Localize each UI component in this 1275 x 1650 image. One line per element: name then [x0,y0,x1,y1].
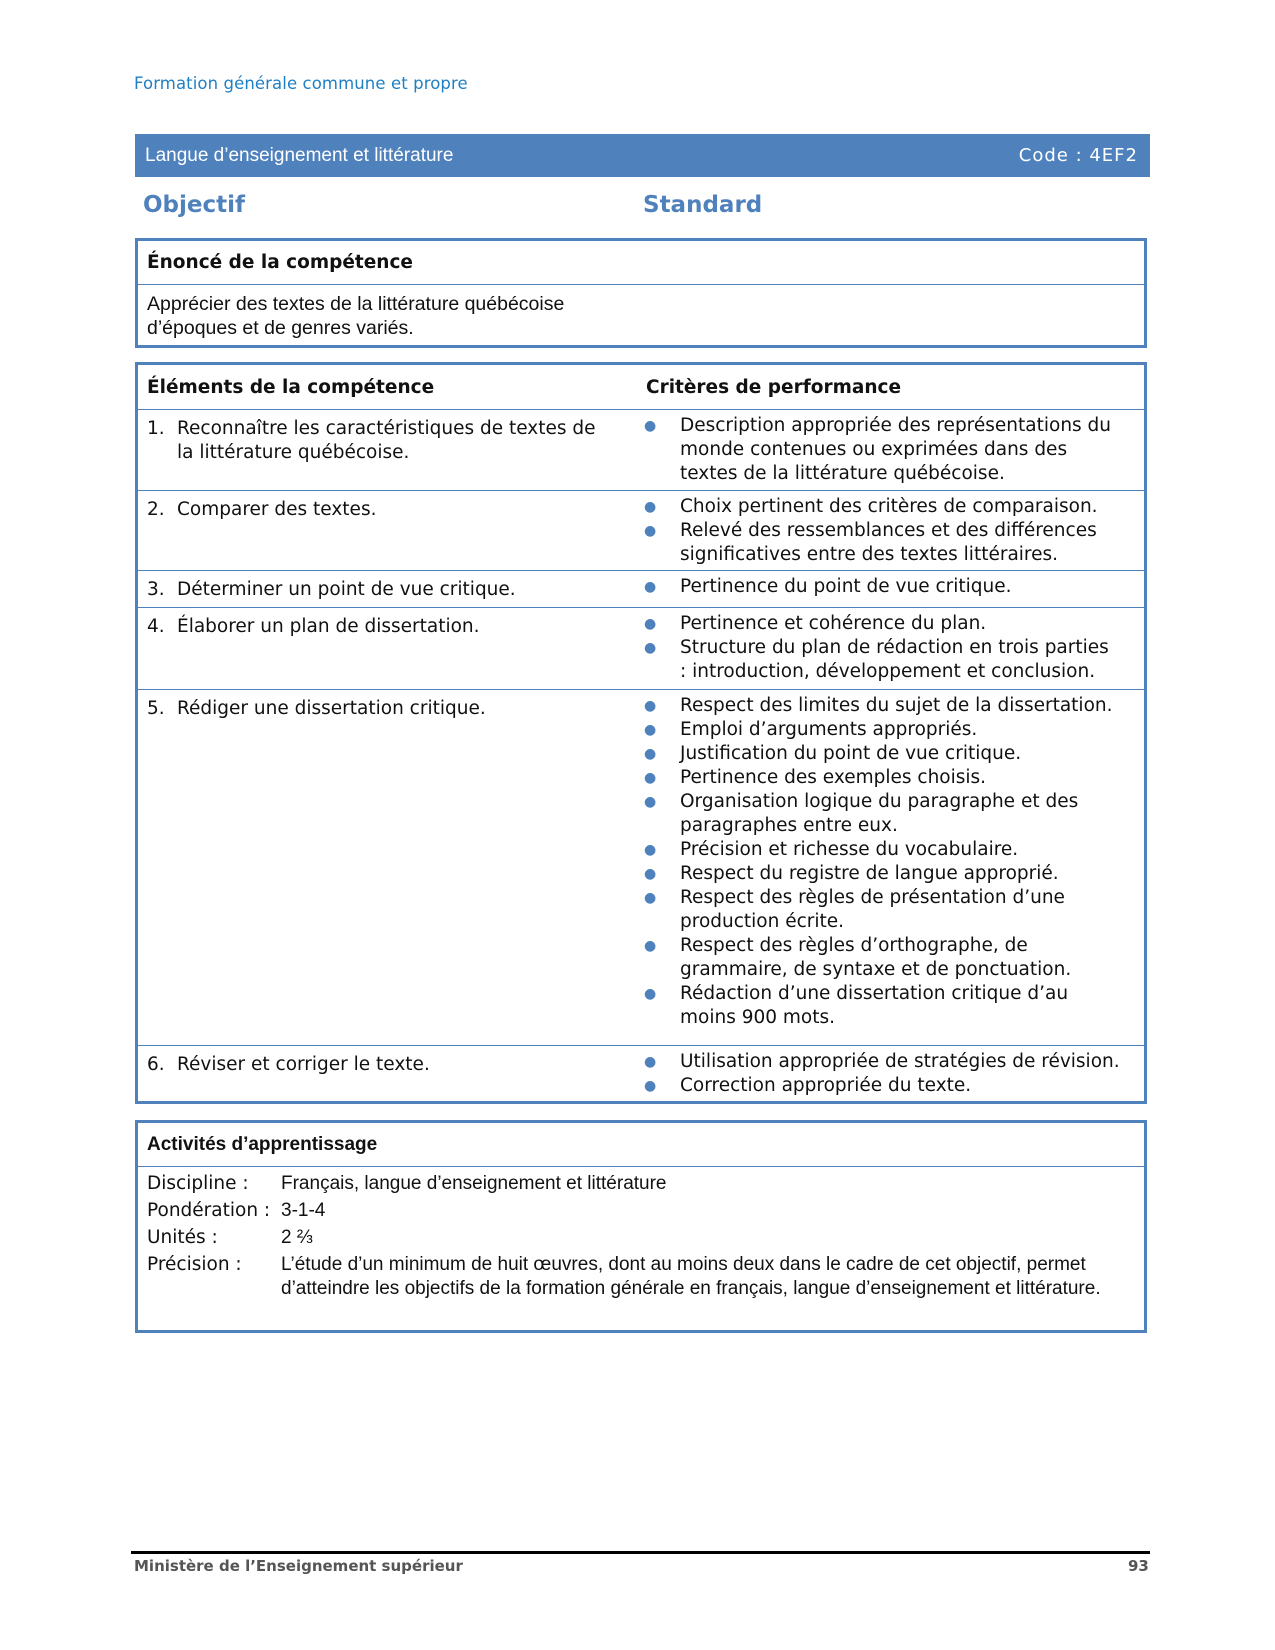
bullet-icon: ● [644,938,657,954]
criterion-text: Rédaction d’une dissertation critique d’au moins 900 mots. [680,983,1069,1028]
ponderation-label: Pondération : [147,1200,271,1221]
bullet-icon: ● [644,1078,657,1094]
standard-label: Standard [643,192,763,218]
element-item [138,690,642,721]
criterion-item [642,934,1144,982]
criterion-text: Respect des règles de présentation d’une production écrite. [680,887,1065,932]
criterion-text: Description appropriée des représentations du monde contenues ou exprimées dans des textes de la littérature québécoise. [680,415,1112,484]
competence-row [138,571,1144,608]
bullet-icon: ● [644,746,657,762]
element-text: Élaborer un plan de dissertation. [177,616,480,637]
bullet-icon: ● [644,866,657,882]
criteria-cell [642,1046,1144,1103]
enonce-text: Apprécier des textes de la littérature québécoise d’époques et de genres variés. [147,293,565,339]
element-cell [138,608,642,690]
bullet-icon: ● [644,794,657,810]
criterion-text: Choix pertinent des critères de comparaison. [680,496,1098,517]
criterion-item [642,790,1144,838]
competence-row [138,690,1144,1046]
criteria-cell [642,571,1144,608]
discipline-row [147,1170,1135,1197]
element-number: 2. [147,499,165,520]
course-title-bar [135,134,1150,177]
bullet-icon: ● [644,616,657,632]
criteria-list [642,571,1144,602]
criterion-item [642,862,1144,886]
criterion-item [642,838,1144,862]
course-code: Code : 4EF2 [1018,145,1138,166]
element-item [138,571,642,602]
bullet-icon: ● [644,842,657,858]
criterion-text: Respect des règles d’orthographe, de grammaire, de syntaxe et de ponctuation. [680,935,1072,980]
bullet-icon: ● [644,698,657,714]
element-number: 3. [147,579,165,600]
criterion-text: Pertinence et cohérence du plan. [680,613,987,634]
ponderation-value: 3-1-4 [281,1200,326,1221]
section-tag: Formation générale commune et propre [134,74,468,93]
bullet-icon: ● [644,770,657,786]
footer-divider [131,1551,1150,1554]
criteria-cell [642,690,1144,1046]
element-number: 6. [147,1054,165,1075]
element-text: Reconnaître les caractéristiques de textes de la littérature québécoise. [177,418,596,463]
precision-label: Précision : [147,1254,242,1275]
criterion-item [642,636,1144,684]
element-cell [138,491,642,571]
discipline-label: Discipline : [147,1173,249,1194]
criterion-item [642,982,1144,1030]
element-text: Comparer des textes. [177,499,377,520]
competence-table [135,362,1147,1104]
criterion-text: Respect du registre de langue approprié. [680,863,1059,884]
bullet-icon: ● [644,640,657,656]
enonce-box [135,238,1147,348]
criterion-item [642,718,1144,742]
page-number: 93 [1128,1557,1149,1575]
criteria-cell [642,410,1144,491]
criterion-item [642,1050,1144,1074]
criterion-text: Structure du plan de rédaction en trois parties : introduction, développement et conclusion. [680,637,1109,682]
unites-label: Unités : [147,1227,218,1248]
criteria-list [642,690,1144,1033]
criterion-item [642,495,1144,519]
criterion-item [642,414,1144,486]
element-text: Réviser et corriger le texte. [177,1054,430,1075]
element-cell [138,1046,642,1103]
precision-value: L’étude d’un minimum de huit œuvres, dont au moins deux dans le cadre de cet objectif, permet d’atteindre les objectifs de la formation générale en français, langue d’enseignement et littérature. [281,1254,1101,1299]
element-item [138,1046,642,1077]
criterion-text: Pertinence des exemples choisis. [680,767,987,788]
unites-row [147,1224,1135,1251]
elements-heading: Éléments de la compétence [147,376,435,398]
criterion-text: Organisation logique du paragraphe et des paragraphes entre eux. [680,791,1079,836]
criterion-text: Relevé des ressemblances et des différences significatives entre des textes littéraires. [680,520,1097,565]
element-number: 1. [147,418,165,439]
criterion-text: Respect des limites du sujet de la dissertation. [680,695,1113,716]
bullet-icon: ● [644,579,657,595]
bullet-icon: ● [644,890,657,906]
competence-row [138,410,1144,491]
criterion-text: Pertinence du point de vue critique. [680,576,1012,597]
bullet-icon: ● [644,523,657,539]
criteria-list [642,491,1144,570]
criterion-item [642,575,1144,599]
criteria-heading: Critères de performance [646,376,902,398]
criterion-item [642,612,1144,636]
element-number: 5. [147,698,165,719]
criteria-list [642,608,1144,687]
criterion-item [642,742,1144,766]
criterion-text: Correction appropriée du texte. [680,1075,972,1096]
bullet-icon: ● [644,986,657,1002]
discipline-value: Français, langue d’enseignement et littérature [281,1173,667,1194]
competence-row [138,1046,1144,1103]
bullet-icon: ● [644,418,657,434]
element-item [138,491,642,522]
competence-table-header [138,365,1144,410]
criterion-item [642,1074,1144,1098]
element-cell [138,571,642,608]
bullet-icon: ● [644,1054,657,1070]
criteria-list [642,1046,1144,1101]
enonce-heading: Énoncé de la compétence [138,241,1144,285]
criteria-cell [642,608,1144,690]
element-text: Rédiger une dissertation critique. [177,698,486,719]
unites-value: 2 ⅔ [281,1227,313,1248]
element-item [138,608,642,639]
criterion-text: Emploi d’arguments appropriés. [680,719,978,740]
course-title: Langue d’enseignement et littérature [145,144,454,166]
element-text: Déterminer un point de vue critique. [177,579,516,600]
precision-row [147,1251,1135,1301]
bullet-icon: ● [644,722,657,738]
bullet-icon: ● [644,499,657,515]
element-cell [138,690,642,1046]
criteria-list [642,410,1144,489]
element-item [138,410,642,465]
criterion-item [642,766,1144,790]
criterion-text: Justification du point de vue critique. [680,743,1022,764]
criteria-cell [642,491,1144,571]
competence-row [138,608,1144,690]
element-cell [138,410,642,491]
criterion-item [642,694,1144,718]
objective-label: Objectif [143,192,246,218]
ponderation-row [147,1197,1135,1224]
activites-heading: Activités d’apprentissage [138,1123,1144,1167]
footer-publisher: Ministère de l’Enseignement supérieur [134,1557,463,1575]
criterion-text: Précision et richesse du vocabulaire. [680,839,1019,860]
criterion-item [642,886,1144,934]
criterion-item [642,519,1144,567]
competence-row [138,491,1144,571]
activites-box [135,1120,1147,1333]
element-number: 4. [147,616,165,637]
criterion-text: Utilisation appropriée de stratégies de révision. [680,1051,1120,1072]
